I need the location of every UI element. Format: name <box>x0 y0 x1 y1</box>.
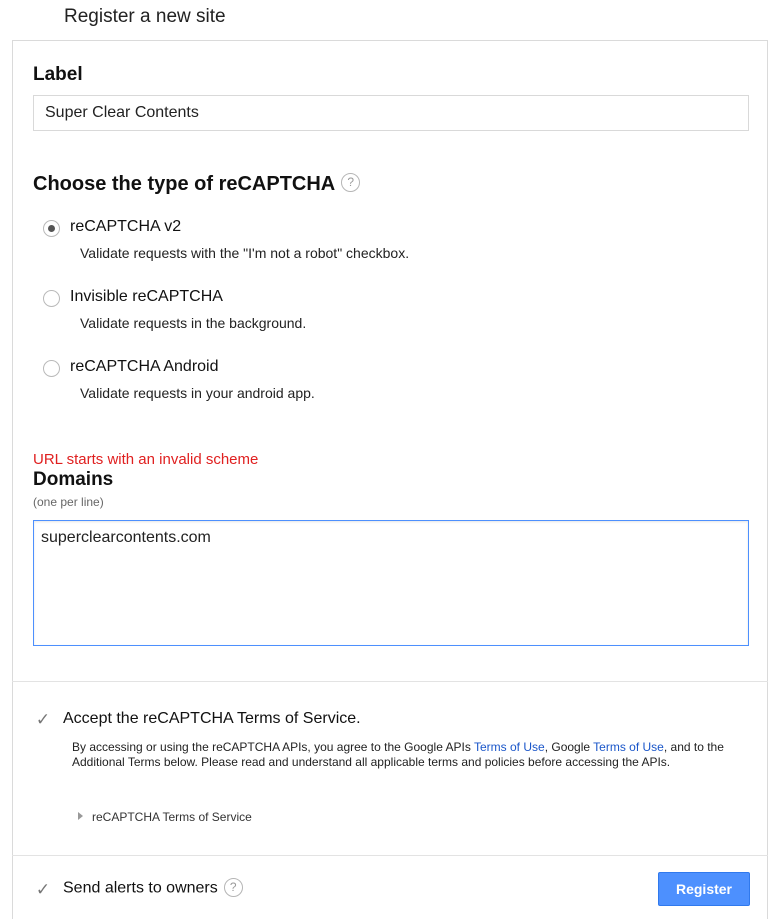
tos-body-text <box>72 740 742 770</box>
option-title-recaptcha-v2[interactable]: reCAPTCHA v2 <box>70 218 182 235</box>
domains-textarea[interactable] <box>33 520 749 646</box>
help-icon[interactable]: ? <box>224 878 243 897</box>
page-title: Register a new site <box>64 6 226 27</box>
domains-error-message: URL starts with an invalid scheme <box>33 451 259 468</box>
option-desc-recaptcha-android: Validate requests in your android app. <box>80 385 315 401</box>
checkmark-icon[interactable]: ✓ <box>35 710 51 729</box>
label-heading: Label <box>33 64 83 85</box>
tos-body-prefix: By accessing or using the reCAPTCHA APIs, you agree to the Google APIs <box>72 740 474 754</box>
accept-tos-label[interactable]: Accept the reCAPTCHA Terms of Service. <box>63 710 361 727</box>
google-apis-terms-link[interactable]: Terms of Use <box>474 740 545 754</box>
send-alerts-text[interactable]: Send alerts to owners <box>63 879 218 897</box>
register-button[interactable]: Register <box>658 872 750 906</box>
radio-recaptcha-android[interactable] <box>43 360 60 377</box>
option-desc-recaptcha-v2: Validate requests with the "I'm not a robot" checkbox. <box>80 245 410 261</box>
radio-recaptcha-v2[interactable] <box>43 220 60 237</box>
domains-hint: (one per line) <box>33 495 104 509</box>
registration-card <box>12 40 768 919</box>
tos-body-middle: , Google <box>544 740 594 754</box>
section-divider <box>12 855 768 856</box>
tos-expander[interactable] <box>78 810 252 824</box>
option-desc-invisible-recaptcha: Validate requests in the background. <box>80 315 307 331</box>
recaptcha-type-heading <box>33 173 360 196</box>
tos-body-suffix: , and to the Additional Terms below. Please read and understand all applicable terms and policies before accessing the APIs. <box>72 740 724 769</box>
option-title-recaptcha-android[interactable]: reCAPTCHA Android <box>70 358 219 375</box>
radio-invisible-recaptcha[interactable] <box>43 290 60 307</box>
section-divider <box>12 681 768 682</box>
tos-expander-label[interactable]: reCAPTCHA Terms of Service <box>92 810 252 824</box>
option-title-invisible-recaptcha[interactable]: Invisible reCAPTCHA <box>70 288 223 305</box>
recaptcha-type-heading-text: Choose the type of reCAPTCHA <box>33 173 336 195</box>
help-icon[interactable]: ? <box>341 173 360 192</box>
expand-triangle-icon <box>78 812 83 820</box>
checkmark-icon[interactable]: ✓ <box>35 880 51 899</box>
send-alerts-label[interactable] <box>63 879 243 898</box>
domains-heading: Domains <box>33 469 114 490</box>
google-terms-link[interactable]: Terms of Use <box>593 740 664 754</box>
label-input[interactable] <box>33 95 749 131</box>
